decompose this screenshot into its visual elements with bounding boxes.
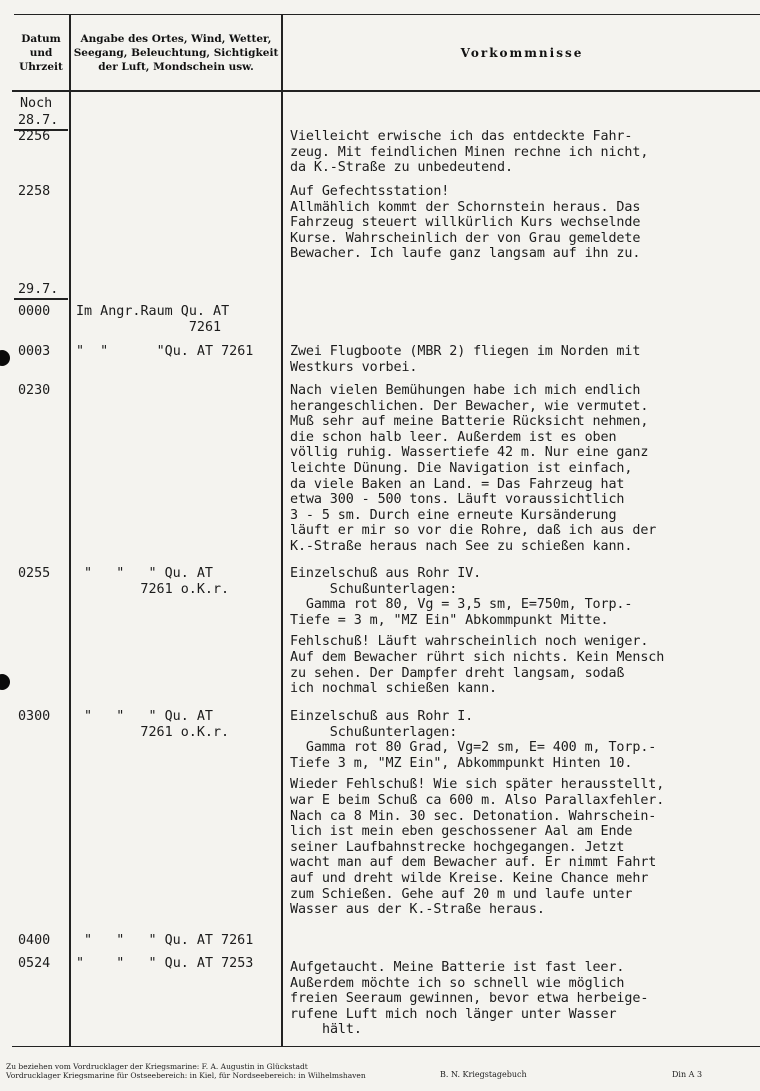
header-location (72, 32, 280, 74)
date-29-7: 29.7. (18, 282, 59, 297)
entry-time: 2256 (18, 129, 51, 144)
entry-time: 0400 (18, 933, 51, 948)
footer-divider (12, 1046, 760, 1047)
top-border (14, 14, 760, 15)
header-time-line: Uhrzeit (19, 61, 63, 73)
footer-publisher: Zu beziehen vom Vordrucklager der Kriegsmarine: F. A. Augustin in Glückstadt Vordrucklager Kriegsmarine für Ostseebereich: in Kiel, für Nordseebereich: in Wilhelmshaven (6, 1062, 366, 1080)
entry-location: " " " Qu. AT 7261 (84, 933, 254, 948)
entry-text: Einzelschuß aus Rohr IV. Schußunterlagen: Gamma rot 80, Vg = 3,5 sm, E=750m, Torp.- Tiefe = 3 m, "MZ Ein" Abkommpunkt Mitte. Fehlschuß! Läuft wahrscheinlich noch weniger. Auf dem Bewacher rührt sich nichts. Kein Mensch zu sehen. Der Dampfer dreht langsam, sodaß ich nochmal schießen kann. (290, 566, 665, 697)
entry-text: Aufgetaucht. Meine Batterie ist fast leer. Außerdem möchte ich so schnell wie möglich freien Seeraum gewinnen, bevor etwa herbeige- rufene Luft mich noch länger unter Wasser hält. (290, 960, 649, 1038)
footer-format: Din A 3 (672, 1070, 703, 1079)
date-28-7: 28.7. (18, 113, 59, 128)
header-events: Vorkommnisse (460, 46, 584, 60)
punch-hole-icon (0, 350, 10, 366)
footer-form-title: B. N. Kriegstagebuch (440, 1070, 527, 1079)
entry-time: 0255 (18, 566, 51, 581)
entry-text: Nach vielen Bemühungen habe ich mich endlich herangeschlichen. Der Bewacher, wie vermutet. Muß sehr auf meine Batterie Rücksicht nehmen, die schon halb leer. Außerdem ist es oben völlig ruhig. Wassertiefe 42 m. Nur eine ganz leichte Dünung. Die Navigation ist einfach, da viele Baken an Land. = Das Fahrzeug hat etwa 300 - 500 tons. Läuft voraussichtlich 3 - 5 sm. Durch eine erneute Kursänderung läuft er mir so vor die Rohre, daß ich aus der K.-Straße heraus nach See zu schießen kann. (290, 383, 657, 554)
entry-location: " " "Qu. AT 7261 (76, 344, 254, 359)
entry-time: 0000 (18, 304, 51, 319)
entry-location: " " " Qu. AT 7261 o.K.r. (84, 709, 230, 740)
column-divider-1 (69, 14, 71, 1046)
entry-text: Vielleicht erwische ich das entdeckte Fahr- zeug. Mit feindlichen Minen rechne ich nicht, da K.-Straße zu unbedeutend. (290, 129, 649, 176)
header-date-time (14, 32, 68, 74)
entry-text: Einzelschuß aus Rohr I. Schußunterlagen: Gamma rot 80 Grad, Vg=2 sm, E= 400 m, Torp.- Tiefe 3 m, "MZ Ein", Abkommpunkt Hinten 10. Wieder Fehlschuß! Wie sich später herausstellt, war E beim Schuß ca 600 m. Also Parallaxfehler. Nach ca 8 Min. 30 sec. Detonation. Wahrschein- lich ist mein eben geschossener Aal am Ende seiner Laufbahnstrecke hochgegangen. Jetzt wacht man auf dem Bewacher auf. Er nimmt Fahrt auf und dreht wilde Kreise. Keine Chance mehr zum Schießen. Gehe auf 20 m und laufe unter Wasser aus der K.-Straße heraus. (290, 709, 665, 918)
entry-text: Zwei Flugboote (MBR 2) fliegen im Norden mit Westkurs vorbei. (290, 344, 641, 375)
header-location-line-2: Seegang, Beleuchtung, Sichtigkeit (73, 47, 279, 59)
entry-time: 0300 (18, 709, 51, 724)
column-divider-2 (281, 14, 283, 1046)
entry-location: " " " Qu. AT 7261 o.K.r. (84, 566, 230, 597)
entry-time: 0003 (18, 344, 51, 359)
header-divider (12, 90, 760, 92)
noch-label: Noch (20, 96, 53, 111)
header-location-line-3: der Luft, Mondschein usw. (98, 61, 254, 73)
entry-time: 2258 (18, 184, 51, 199)
entry-location: Im Angr.Raum Qu. AT 7261 (76, 304, 230, 335)
header-and-line: und (29, 47, 53, 59)
entry-time: 0524 (18, 956, 51, 971)
entry-time: 0230 (18, 383, 51, 398)
entry-text: Auf Gefechtsstation! Allmählich kommt der Schornstein heraus. Das Fahrzeug steuert willkürlich Kurs wechselnde Kurse. Wahrscheinlich der von Grau gemeldete Bewacher. Ich laufe ganz langsam auf ihn zu. (290, 184, 641, 262)
punch-hole-icon (0, 674, 10, 690)
entry-location: " " " Qu. AT 7253 (76, 956, 254, 971)
header-date-line: Datum (21, 33, 61, 45)
header-location-line-1: Angabe des Ortes, Wind, Wetter, (80, 33, 272, 45)
date-underline-2 (14, 298, 68, 300)
